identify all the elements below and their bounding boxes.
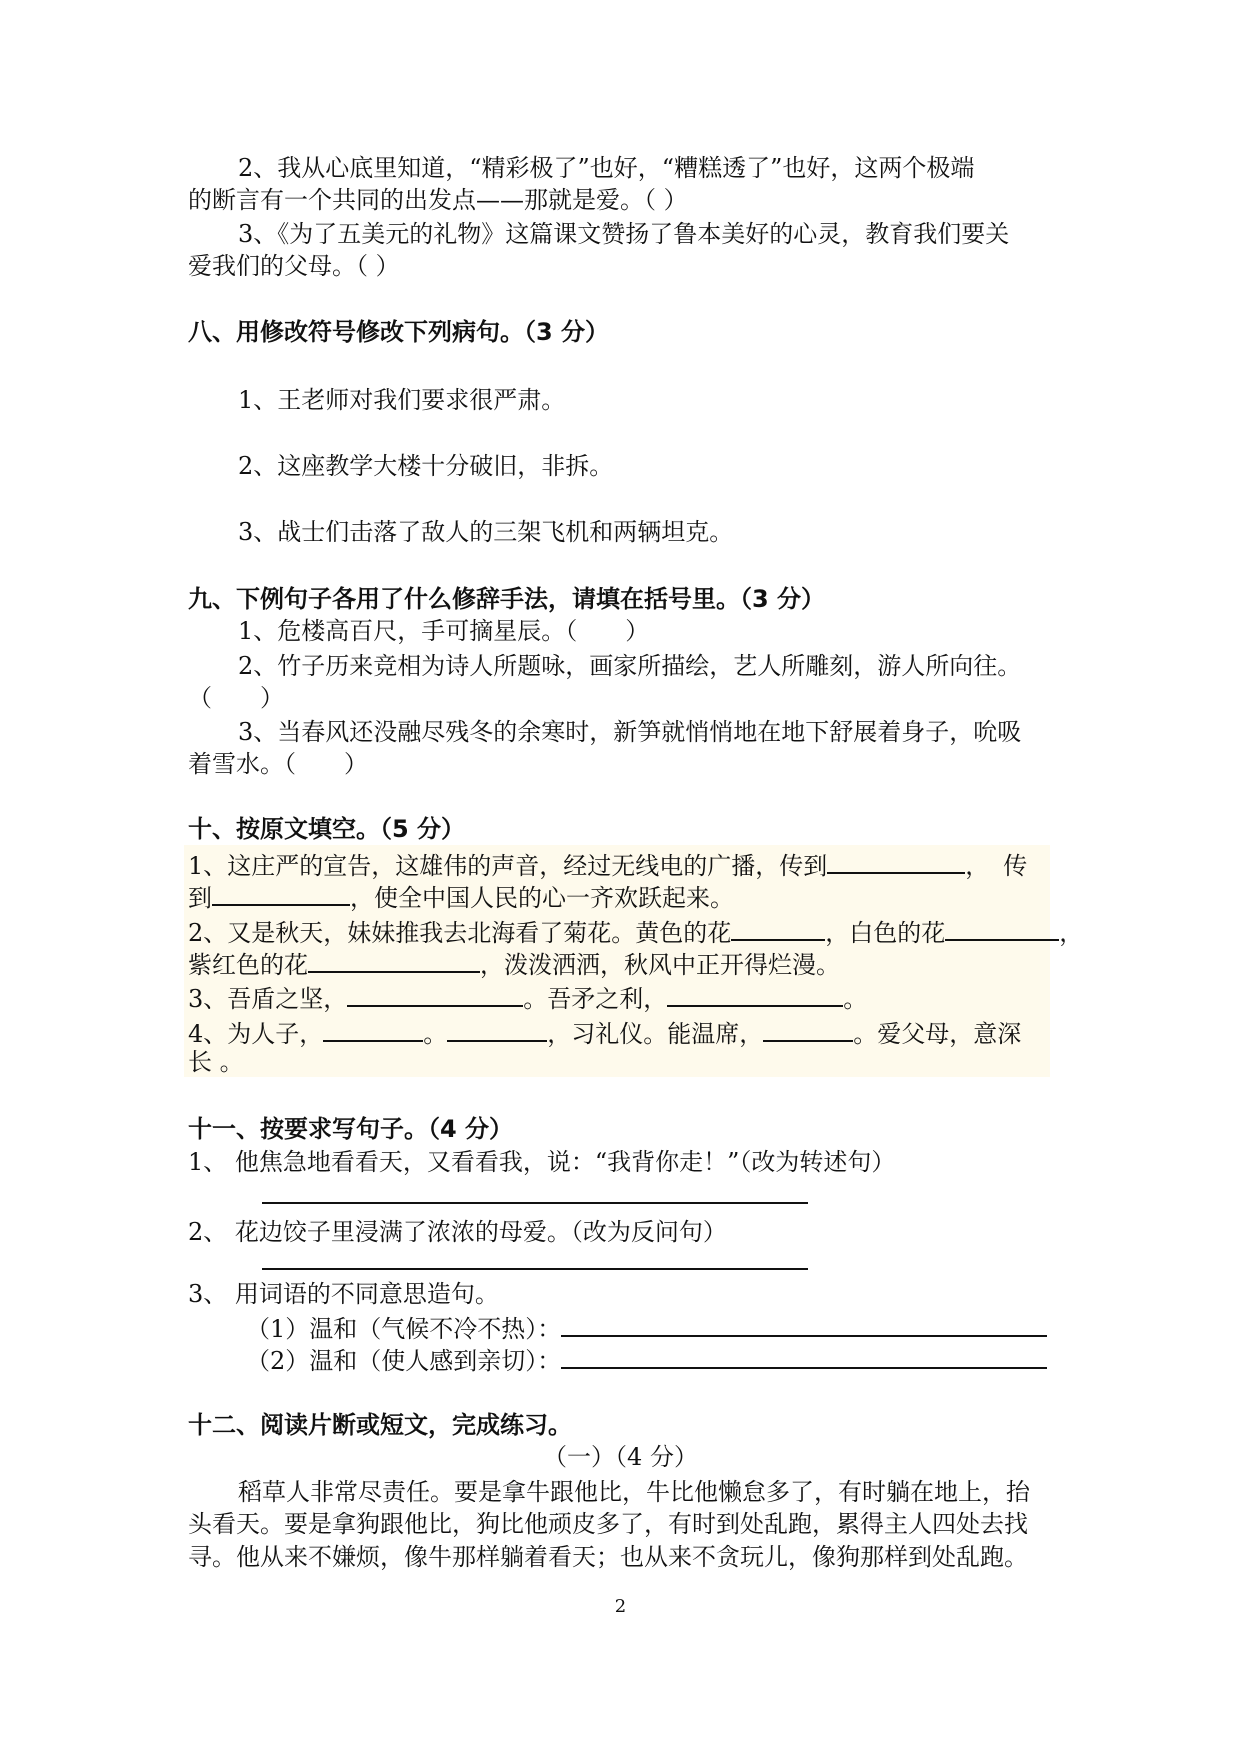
s10-q2-text-e: ，泼泼洒洒，秋风中正开得烂漫。: [480, 951, 840, 979]
s11-q3-2: [246, 1343, 1047, 1377]
s12-passage-line2: 头看天。要是拿狗跟他比，狗比他顽皮多了，有时到处乱跑，累得主人四处去找: [188, 1510, 1028, 1538]
s10-q4-text-d: 。爱父母，意深: [853, 1020, 1022, 1048]
s10-q1-text-d: ，使全中国人民的心一齐欢跃起来。: [350, 884, 734, 912]
s10-q4-text-b: 。: [423, 1020, 448, 1048]
s10-q4-line2: 长 。: [188, 1048, 244, 1076]
s10-q1-blank-2[interactable]: [212, 880, 350, 906]
s10-q2-text-c: ，: [1059, 919, 1084, 947]
s10-q2-line2: [188, 947, 840, 981]
s12-passage-line1: 稻草人非常尽责任。要是拿牛跟他比，牛比他懒怠多了，有时躺在地上，抬: [238, 1478, 1030, 1506]
s10-q1-text-c: 到: [188, 884, 212, 912]
s10-q2-text-d: 紫红色的花: [188, 951, 308, 979]
s9-q1: 1、危楼高百尺，手可摘星辰。（ ）: [238, 617, 650, 645]
s10-q3-text-a: 3、吾盾之坚，: [188, 985, 348, 1013]
s10-q2-text-a: 2、又是秋天，妹妹推我去北海看了菊花。黄色的花: [188, 919, 732, 947]
s11-q1-answer-line[interactable]: [262, 1202, 808, 1204]
s11-q3-2-label: （2）温和（使人感到亲切）：: [246, 1347, 562, 1375]
s10-q1-text-b: ，传: [965, 852, 1042, 880]
s10-q1-text-a: 1、这庄严的宣告，这雄伟的声音，经过无线电的广播，传到: [188, 852, 828, 880]
s10-q4-blank-1[interactable]: [323, 1016, 423, 1042]
s9-q3-line2: 着雪水。（ ）: [188, 750, 368, 778]
s11-q2: 2、 花边饺子里浸满了浓浓的母爱。（改为反问句）: [188, 1218, 727, 1246]
s10-q2-line1: [188, 915, 1083, 949]
s10-q1-blank-1[interactable]: [827, 848, 965, 874]
section-9-heading: 九、下例句子各用了什么修辞手法，请填在括号里。（3 分）: [188, 585, 826, 613]
section-12-heading: 十二、阅读片断或短文，完成练习。: [188, 1411, 572, 1439]
s10-q3-blank-1[interactable]: [347, 981, 523, 1007]
s10-q2-blank-2[interactable]: [945, 915, 1059, 941]
section-11-heading: 十一、按要求写句子。（4 分）: [188, 1115, 514, 1143]
s12-subheading: （一）（4 分）: [543, 1443, 698, 1471]
s12-passage-line3: 寻。他从来不嫌烦，像牛那样躺着看天；也从来不贪玩儿，像狗那样到处乱跑。: [188, 1543, 1028, 1571]
s11-q2-answer-line[interactable]: [262, 1268, 808, 1270]
s10-q4-text-a: 4、为人子，: [188, 1020, 324, 1048]
s8-q3: 3、战士们击落了敌人的三架飞机和两辆坦克。: [238, 518, 734, 546]
s10-q2-blank-3[interactable]: [308, 947, 480, 973]
s11-q3: 3、 用词语的不同意思造句。: [188, 1280, 499, 1308]
s8-q1: 1、王老师对我们要求很严肃。: [238, 386, 566, 414]
s9-q2-line2: （ ）: [188, 684, 284, 712]
s7-q3-line1: 3、《为了五美元的礼物》这篇课文赞扬了鲁本美好的心灵，教育我们要关: [238, 220, 1010, 248]
s10-q1-line2: [188, 880, 734, 914]
s7-q2-line1: 2、我从心底里知道，“精彩极了”也好，“糟糕透了”也好，这两个极端: [238, 154, 975, 182]
section-10-heading: 十、按原文填空。（5 分）: [188, 815, 466, 843]
s11-q3-1: [246, 1311, 1047, 1345]
s10-q3-line: [188, 981, 867, 1015]
s11-q1: 1、 他焦急地看看天，又看看我，说：“我背你走！”（改为转述句）: [188, 1148, 896, 1176]
s10-q3-text-b: 。吾矛之利，: [523, 985, 668, 1013]
s10-q4-blank-2[interactable]: [447, 1016, 547, 1042]
s10-q4-text-c: ，习礼仪。能温席，: [547, 1020, 764, 1048]
section-8-heading: 八、用修改符号修改下列病句。（3 分）: [188, 318, 610, 346]
s9-q3-line1: 3、当春风还没融尽残冬的余寒时，新笋就悄悄地在地下舒展着身子，吮吸: [238, 718, 1022, 746]
s10-q3-blank-2[interactable]: [667, 981, 843, 1007]
s10-q4-line1: [188, 1016, 1021, 1050]
s11-q3-2-answer-line[interactable]: [561, 1343, 1047, 1369]
s9-q2-line1: 2、竹子历来竞相为诗人所题咏，画家所描绘，艺人所雕刻，游人所向往。: [238, 652, 1022, 680]
s10-q3-text-c: 。: [843, 985, 868, 1013]
s11-q3-1-label: （1）温和（气候不冷不热）：: [246, 1315, 562, 1343]
s7-q2-line2: 的断言有一个共同的出发点——那就是爱。（ ）: [188, 186, 688, 214]
s7-q3-line2: 爱我们的父母。（ ）: [188, 252, 400, 280]
s10-q2-blank-1[interactable]: [731, 915, 825, 941]
s10-q1-line1: [188, 848, 1041, 882]
page-number: 2: [614, 1596, 627, 1617]
s11-q3-1-answer-line[interactable]: [561, 1311, 1047, 1337]
s10-q2-text-b: ，白色的花: [825, 919, 946, 947]
s8-q2: 2、这座教学大楼十分破旧，非拆。: [238, 452, 614, 480]
s10-q4-blank-3[interactable]: [763, 1016, 853, 1042]
